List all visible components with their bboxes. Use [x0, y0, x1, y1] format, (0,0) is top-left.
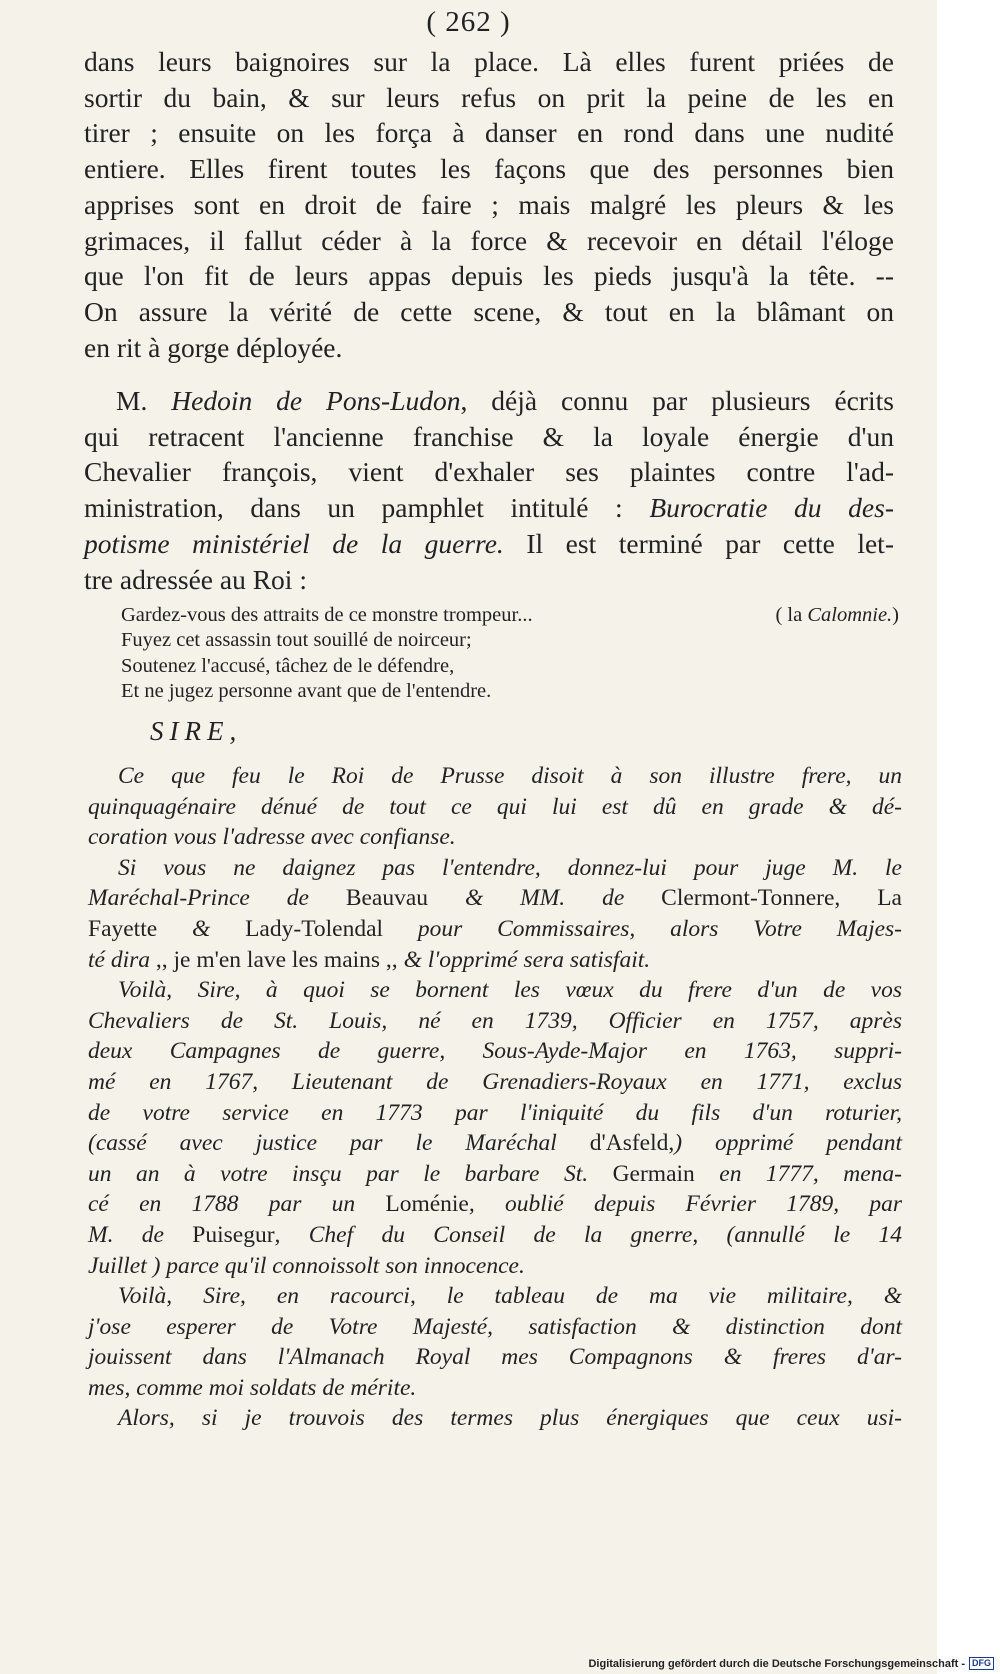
pamphlet-title: Burocratie du des- [649, 492, 894, 524]
text-run: Beauvau [345, 885, 429, 912]
text-line: Juillet ) parce qu'il connoissolt son innocence. [88, 1252, 525, 1279]
text-run: Loménie [385, 1191, 469, 1218]
salutation: SIRE, [150, 716, 243, 746]
text-run: ministration, dans un pamphlet intitulé : [84, 492, 650, 524]
text-run: ) [892, 604, 899, 626]
text-line: qui retracent l'ancienne franchise & la loyale énergie d'un [84, 420, 894, 452]
text-run: pour Commissaires, alors Votre Majes- [383, 915, 902, 942]
text-line: tirer ; ensuite on les força à danser en rond dans une nudité [84, 117, 894, 149]
text-run: Maréchal-Prince de [88, 885, 346, 912]
text-line: en rit à gorge déployée. [84, 331, 343, 363]
text-line: dans leurs baignoires sur la place. Là elles furent priées de [84, 46, 894, 77]
pamphlet-title: potisme ministériel de la guerre. [84, 527, 504, 559]
dfg-logo-icon: DFG [969, 1657, 994, 1670]
text-run: & MM. de [428, 885, 662, 912]
text-line: grimaces, il fallut céder à la force & recevoir en détail l'éloge [84, 224, 894, 256]
verse-note [775, 603, 899, 628]
text-line: apprises sont en droit de faire ; mais malgré les pleurs & les [84, 188, 894, 220]
paragraph-2 [84, 383, 894, 597]
text-run: Puisegur [192, 1221, 275, 1248]
text-run: , Chef du Conseil de la gnerre, (annullé le 14 [274, 1221, 902, 1248]
text-line: On assure la vérité de cette scene, & tout en la blâmant on [84, 295, 894, 327]
text-line: Ce que feu le Roi de Prusse disoit à son illustre frere, un [118, 763, 902, 789]
text-run: Clermont-Tonnere, La [661, 885, 902, 912]
text-line: deux Campagnes de guerre, Sous-Ayde-Major en 1763, suppri- [88, 1038, 902, 1065]
text-line [84, 490, 894, 526]
digitization-credit [588, 1657, 994, 1670]
text-run: M. de [88, 1221, 193, 1248]
text-line: Alors, si je trouvois des termes plus énergiques que ceux usi- [118, 1405, 902, 1432]
text-line: mes, comme moi soldats de mérite. [88, 1374, 417, 1401]
text-run: M. [116, 385, 172, 416]
text-line: entiere. Elles firent toutes les façons que des personnes bien [84, 153, 894, 185]
text-line: j'ose esperer de Votre Majesté, satisfaction & distinction dont [88, 1313, 902, 1340]
text-run: Calomnie. [807, 604, 893, 626]
text-line [88, 883, 902, 914]
text-run: té dira [88, 946, 156, 973]
text-line: coration vous l'adresse avec confianse. [88, 824, 456, 851]
text-line: Voilà, Sire, à quoi se bornent les vœux du frere d'un de vos [118, 977, 902, 1004]
text-line: que l'on fit de leurs appas depuis les pieds jusqu'à la tête. -- [84, 260, 894, 292]
text-run: Lady-Tolendal [245, 915, 384, 942]
text-line [88, 1159, 902, 1190]
paragraph-1 [84, 44, 894, 365]
verse-epigraph [121, 603, 899, 705]
text-line [88, 1220, 902, 1251]
text-run: , déjà connu par plusieurs écrits [460, 385, 894, 416]
page-number: ( 262 ) [426, 6, 511, 38]
text-line: jouissent dans l'Almanach Royal mes Compagnons & freres d'ar- [88, 1344, 902, 1371]
text-line: sortir du bain, & sur leurs refus on prit la peine de les en [84, 81, 894, 113]
text-line: Chevaliers de St. Louis, né en 1739, Officier en 1757, après [88, 1007, 902, 1034]
verse-line: Soutenez l'accusé, tâchez de le défendre, [121, 654, 455, 677]
author-name: Hedoin de Pons-Ludon [171, 385, 461, 416]
text-run: d'Asfeld, [589, 1130, 675, 1157]
text-line [84, 526, 894, 562]
text-line [88, 1128, 902, 1159]
verse-line: Fuyez cet assassin tout souillé de noirceur; [121, 629, 472, 652]
text-line: Si vous ne daignez pas l'entendre, donnez-lui pour juge M. le [118, 854, 902, 881]
text-line: Chevalier françois, vient d'exhaler ses plaintes contre l'ad- [84, 456, 894, 488]
credit-text: Digitalisierung gefördert durch die Deutsche Forschungsgemeinschaft - [588, 1657, 965, 1670]
text-line: mé en 1767, Lieutenant de Grenadiers-Royaux en 1771, exclus [88, 1068, 902, 1095]
text-run: Germain [612, 1160, 695, 1187]
letter-body [88, 761, 902, 1434]
text-run: & l'opprimé sera satisfait. [397, 946, 651, 973]
verse-line: Et ne jugez personne avant que de l'entendre. [121, 680, 492, 703]
text-run: ) opprimé pendant [674, 1130, 902, 1157]
text-line [88, 945, 902, 976]
text-line [88, 1189, 902, 1220]
text-run: (cassé avec justice par le Maréchal [88, 1130, 590, 1157]
text-run: ,, je m'en lave les mains ,, [155, 946, 398, 973]
text-run: en 1777, mena- [694, 1160, 902, 1187]
text-run: , oublié depuis Février 1789, par [468, 1191, 902, 1218]
text-run: ( la [775, 604, 808, 626]
text-run: & [157, 915, 246, 942]
text-line: de votre service en 1773 par l'iniquité du fils d'un roturier, [88, 1099, 902, 1126]
text-run: Il est terminé par cette let- [503, 527, 894, 559]
text-line: quinquagénaire dénué de tout ce qui lui est dû en grade & dé- [88, 793, 902, 820]
text-line [88, 914, 902, 945]
text-line: tre adressée au Roi : [84, 563, 307, 595]
verse-line: Gardez-vous des attraits de ce monstre trompeur... [121, 604, 533, 626]
text-run: un an à votre insçu par le barbare St. [88, 1160, 613, 1187]
text-run: cé en 1788 par un [88, 1191, 386, 1218]
text-line [84, 383, 894, 419]
text-run: Fayette [88, 915, 158, 942]
text-line: Voilà, Sire, en racourci, le tableau de ma vie militaire, & [118, 1283, 902, 1310]
